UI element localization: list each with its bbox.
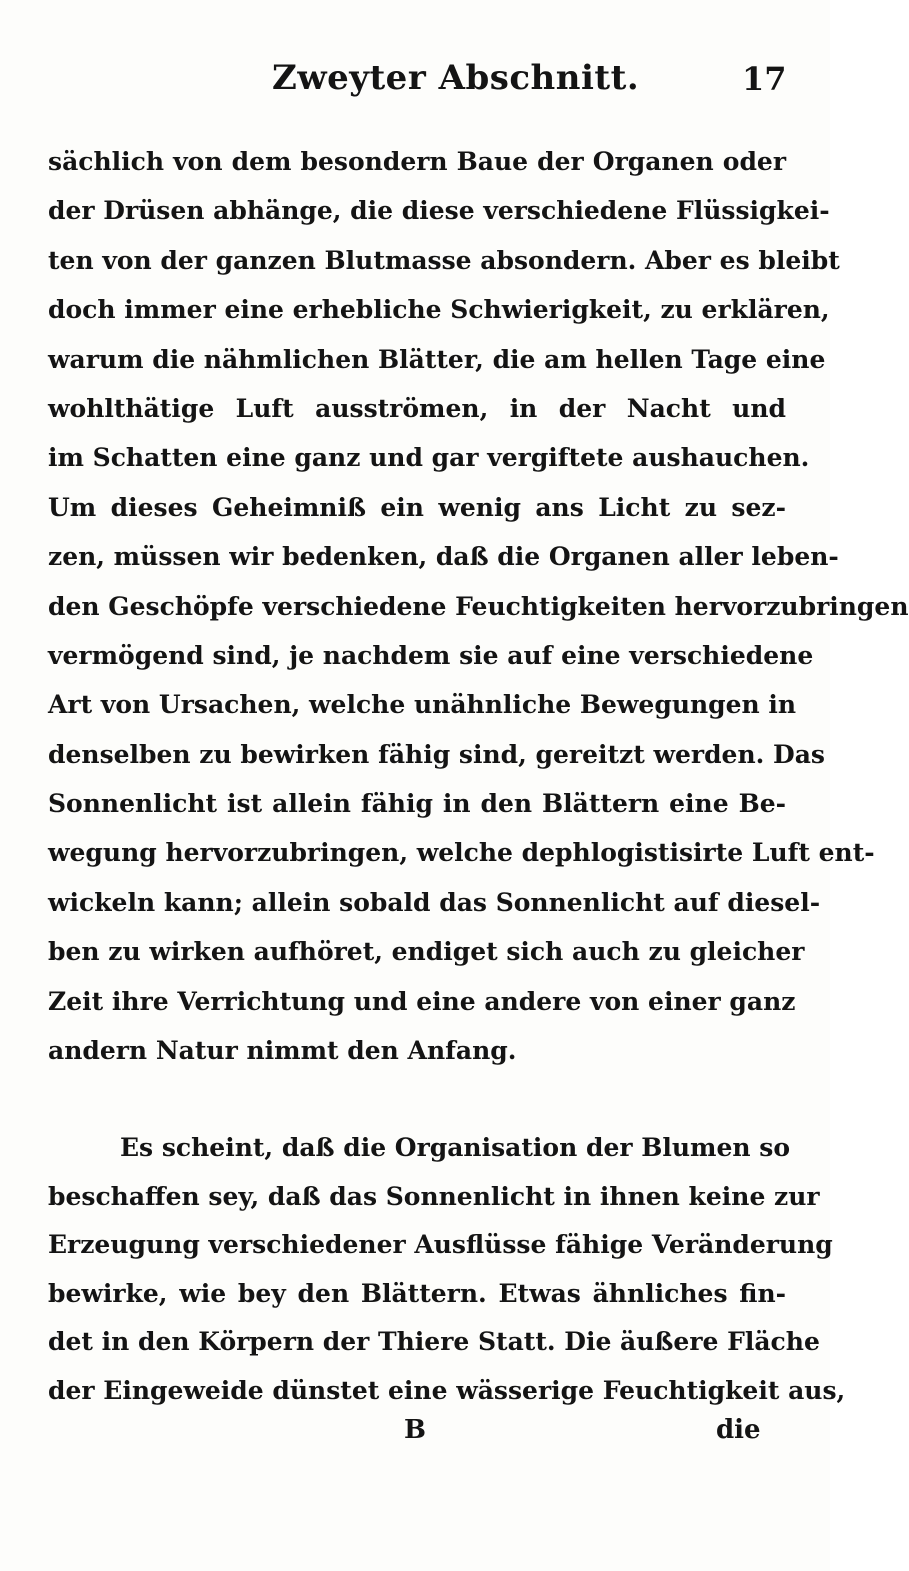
text-line: beschaffen sey, daß das Sonnenlicht in ihnen keine zur [48, 1181, 820, 1211]
signature-mark: B [404, 1415, 426, 1445]
text-line: ben zu wirken aufhöret, endiget sich auch zu gleicher [48, 937, 805, 967]
running-head: Zweyter Abschnitt. [272, 58, 640, 98]
text-line: doch immer eine erhebliche Schwierigkeit, zu erklären, [48, 295, 830, 325]
text-line: vermögend sind, je nachdem sie auf eine verschiedene [48, 640, 814, 670]
text-line: der Eingeweide dünstet eine wässerige Feuchtigkeit aus, [48, 1375, 846, 1405]
text-line: andern Natur nimmt den Anfang. [48, 1036, 517, 1066]
text-line: wohlthätige Luft ausströmen, in der Nacht und [48, 393, 786, 423]
text-line: warum die nähmlichen Blätter, die am hellen Tage eine [48, 344, 826, 374]
text-line: denselben zu bewirken fähig sind, gereitzt werden. Das [48, 739, 825, 769]
text-line: Um dieses Geheimniß ein wenig ans Licht zu sez- [48, 492, 786, 522]
text-line: wickeln kann; allein sobald das Sonnenlicht auf diesel- [48, 887, 821, 917]
text-line: im Schatten eine ganz und gar vergiftete aushauchen. [48, 443, 810, 473]
text-line: wegung hervorzubringen, welche dephlogistisirte Luft ent- [48, 838, 875, 868]
page-footer [0, 1415, 830, 1459]
page-number: 17 [742, 60, 787, 98]
paragraph-2 [48, 1124, 846, 1416]
text-line: Zeit ihre Verrichtung und eine andere von einer ganz [48, 986, 796, 1016]
text-line: Es scheint, daß die Organisation der Blumen so [120, 1133, 791, 1162]
text-line: den Geschöpfe verschiedene Feuchtigkeiten hervorzubringen [48, 591, 909, 621]
text-line: Art von Ursachen, welche unähnliche Bewegungen in [48, 690, 797, 720]
catchword: die [716, 1415, 761, 1445]
page-header [0, 58, 830, 108]
text-line: Sonnenlicht ist allein fähig in den Blättern eine Be- [48, 789, 786, 819]
text-line: ten von der ganzen Blutmasse absondern. Aber es bleibt [48, 245, 840, 275]
text-line: sächlich von dem besondern Baue der Organen oder [48, 147, 786, 176]
text-line: Erzeugung verschiedener Ausflüsse fähige Veränderung [48, 1230, 833, 1260]
text-line: det in den Körpern der Thiere Statt. Die äußere Fläche [48, 1327, 820, 1357]
text-line: der Drüsen abhänge, die diese verschiedene Flüssigkei- [48, 196, 830, 226]
text-line: bewirke, wie bey den Blättern. Etwas ähnliches fin- [48, 1278, 786, 1308]
paragraph-1 [48, 137, 909, 1075]
text-line: zen, müssen wir bedenken, daß die Organen aller leben- [48, 542, 839, 572]
